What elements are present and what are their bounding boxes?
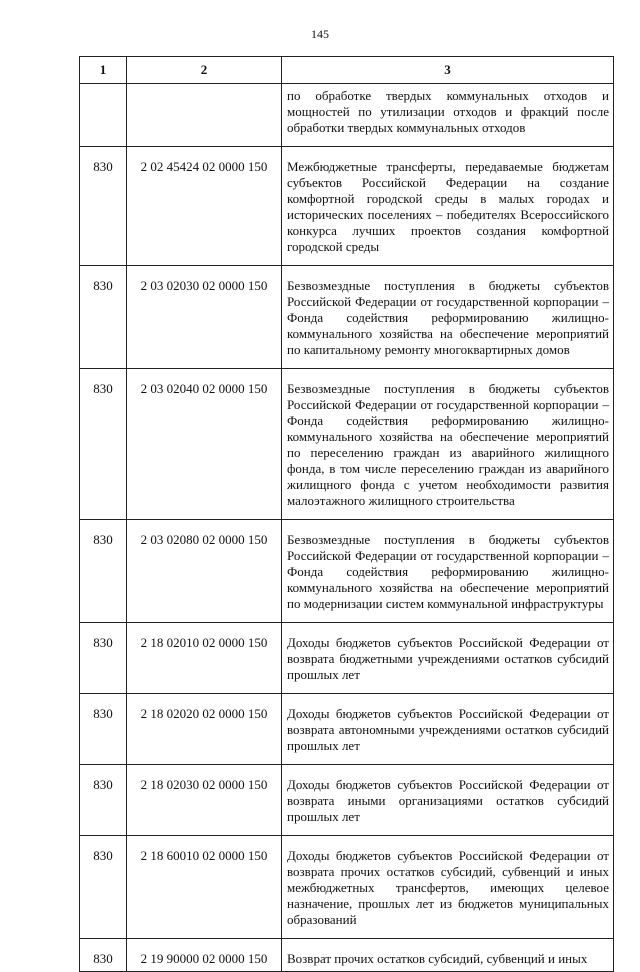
admin-code-cell: 830 bbox=[80, 369, 127, 520]
column-header-description: 3 bbox=[282, 57, 614, 84]
budget-code-cell: 2 02 45424 02 0000 150 bbox=[127, 147, 282, 266]
description-cell: Доходы бюджетов субъектов Российской Федерации от возврата прочих остатков субсидий, субвенций и иных межбюджетных трансфертов, имеющих целевое назначение, прошлых лет из бюджетов муниципальных образований bbox=[282, 836, 614, 939]
admin-code-cell: 830 bbox=[80, 147, 127, 266]
admin-code-cell: 830 bbox=[80, 520, 127, 623]
table-row bbox=[80, 623, 614, 694]
description-cell: Безвозмездные поступления в бюджеты субъектов Российской Федерации от государственной корпорации – Фонда содействия реформированию жилищно-коммунального хозяйства на обеспечение мероприятий по капитальному ремонту многоквартирных домов bbox=[282, 266, 614, 369]
budget-code-cell: 2 18 60010 02 0000 150 bbox=[127, 836, 282, 939]
description-cell: по обработке твердых коммунальных отходов и мощностей по утилизации отходов и фракций после обработки твердых коммунальных отходов bbox=[282, 84, 614, 147]
column-header-code: 2 bbox=[127, 57, 282, 84]
budget-code-cell: 2 18 02010 02 0000 150 bbox=[127, 623, 282, 694]
budget-revenue-table bbox=[79, 56, 614, 972]
budget-code-cell: 2 18 02030 02 0000 150 bbox=[127, 765, 282, 836]
budget-code-cell: 2 19 90000 02 0000 150 bbox=[127, 939, 282, 972]
table-row bbox=[80, 836, 614, 939]
table-header-row bbox=[80, 57, 614, 84]
budget-code-cell: 2 18 02020 02 0000 150 bbox=[127, 694, 282, 765]
description-cell: Доходы бюджетов субъектов Российской Федерации от возврата автономными учреждениями остатков субсидий прошлых лет bbox=[282, 694, 614, 765]
description-cell: Безвозмездные поступления в бюджеты субъектов Российской Федерации от государственной корпорации – Фонда содействия реформированию жилищно-коммунального хозяйства на обеспечение мероприятий по переселению граждан из аварийного жилищного фонда, в том числе переселению граждан из аварийного жилищного фонда с учетом необходимости развития малоэтажного жилищного строительства bbox=[282, 369, 614, 520]
budget-code-cell: 2 03 02040 02 0000 150 bbox=[127, 369, 282, 520]
admin-code-cell: 830 bbox=[80, 836, 127, 939]
description-cell: Межбюджетные трансферты, передаваемые бюджетам субъектов Российской Федерации на создание комфортной городской среды в малых городах и исторических поселениях – победителях Всероссийского конкурса лучших проектов создания комфортной городской среды bbox=[282, 147, 614, 266]
admin-code-cell: 830 bbox=[80, 765, 127, 836]
admin-code-cell: 830 bbox=[80, 939, 127, 972]
admin-code-cell: 830 bbox=[80, 623, 127, 694]
table-row bbox=[80, 765, 614, 836]
description-cell: Возврат прочих остатков субсидий, субвенций и иных bbox=[282, 939, 614, 972]
table-row bbox=[80, 266, 614, 369]
budget-code-cell: 2 03 02080 02 0000 150 bbox=[127, 520, 282, 623]
description-cell: Безвозмездные поступления в бюджеты субъектов Российской Федерации от государственной корпорации – Фонда содействия реформированию жилищно-коммунального хозяйства на обеспечение мероприятий по модернизации систем коммунальной инфраструктуры bbox=[282, 520, 614, 623]
table-row bbox=[80, 694, 614, 765]
admin-code-cell: 830 bbox=[80, 266, 127, 369]
page-number: 145 bbox=[311, 27, 329, 41]
description-cell: Доходы бюджетов субъектов Российской Федерации от возврата иными организациями остатков субсидий прошлых лет bbox=[282, 765, 614, 836]
table-row bbox=[80, 369, 614, 520]
table-row bbox=[80, 939, 614, 972]
description-cell: Доходы бюджетов субъектов Российской Федерации от возврата бюджетными учреждениями остатков субсидий прошлых лет bbox=[282, 623, 614, 694]
table-row bbox=[80, 84, 614, 147]
column-header-admin: 1 bbox=[80, 57, 127, 84]
budget-code-cell: 2 03 02030 02 0000 150 bbox=[127, 266, 282, 369]
budget-code-cell bbox=[127, 84, 282, 147]
table-row bbox=[80, 147, 614, 266]
admin-code-cell: 830 bbox=[80, 694, 127, 765]
table-row bbox=[80, 520, 614, 623]
admin-code-cell bbox=[80, 84, 127, 147]
